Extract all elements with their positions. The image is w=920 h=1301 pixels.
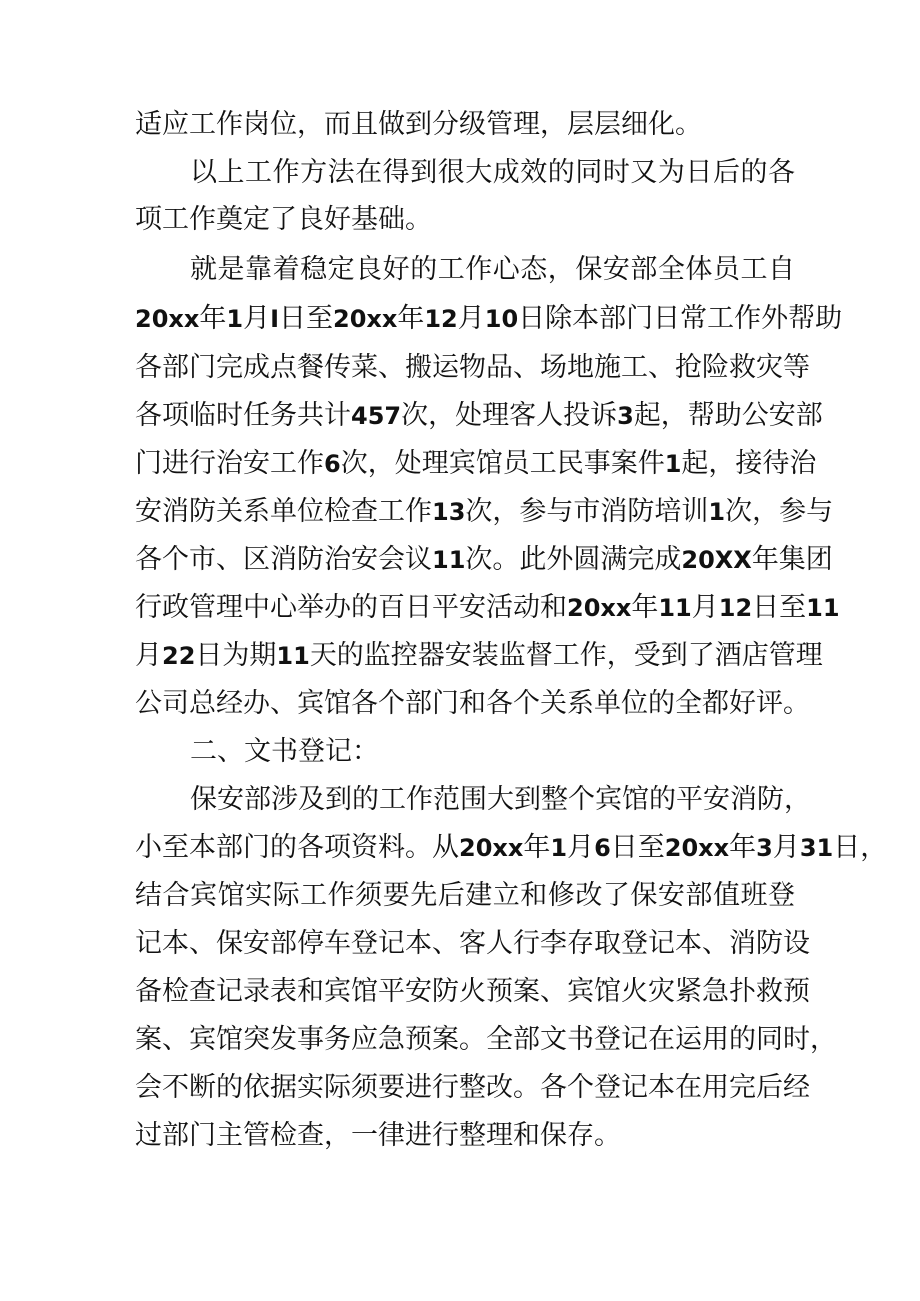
text-segment: 次。此外圆满完成 (465, 544, 682, 575)
text-segment: 适应工作岗位，而且做到分级管理，层层细化。 (135, 109, 702, 140)
text-segment: 次，处理客人投诉 (401, 400, 618, 431)
text-line (135, 344, 810, 392)
text-segment: 月 (243, 303, 271, 334)
text-line (135, 872, 795, 920)
numeric-text: 12 (718, 594, 753, 622)
text-line (135, 1112, 795, 1160)
text-segment: 年集团 (751, 544, 833, 575)
numeric-text: 20xx (567, 594, 632, 622)
text-segment: 日为期 (195, 640, 277, 671)
text-segment: 月 (567, 832, 595, 863)
numeric-text: 3 (617, 402, 634, 430)
text-line (190, 149, 795, 197)
text-segment: 年 (523, 832, 551, 863)
text-line (135, 632, 823, 680)
numeric-text: I (270, 305, 279, 333)
numeric-text: 11 (432, 546, 466, 574)
numeric-text: 1 (226, 305, 244, 333)
numeric-text: 11 (658, 594, 692, 622)
text-segment: 月 (691, 592, 719, 623)
text-segment: 各部门完成点餐传菜、搬运物品、场地施工、抢险救灾等 (135, 352, 810, 383)
numeric-text: 13 (432, 498, 466, 526)
numeric-text: 1 (708, 498, 726, 526)
text-segment: 次，参与市消防培训 (465, 496, 709, 527)
text-segment: 日至 (279, 303, 333, 334)
text-segment: 日至 (752, 592, 807, 623)
text-segment: 公司总经办、宾馆各个部门和各个关系单位的全都好评。 (135, 688, 810, 719)
numeric-text: 20xx (135, 305, 200, 333)
numeric-text: 11 (806, 594, 840, 622)
text-segment: 年 (631, 592, 659, 623)
text-segment: 二、文书登记： (190, 736, 379, 767)
text-line (135, 101, 795, 149)
text-segment: 日至 (610, 832, 665, 863)
text-line (135, 680, 810, 728)
text-segment: 年 (199, 303, 227, 334)
text-segment: 记本、保安部停车登记本、客人行李存取登记本、消防设 (135, 928, 810, 959)
numeric-text: 6 (324, 450, 341, 478)
text-segment: 项工作奠定了良好基础。 (135, 204, 432, 235)
text-segment: 行政管理中心举办的百日平安活动和 (135, 592, 567, 623)
text-line (135, 968, 810, 1016)
text-line (135, 536, 833, 584)
numeric-text: 20xx (333, 305, 398, 333)
text-line (135, 295, 843, 343)
numeric-text: 20XX (681, 546, 752, 574)
numeric-text: 10 (484, 305, 519, 333)
text-segment: 年 (729, 832, 757, 863)
text-segment: 结合宾馆实际工作须要先后建立和修改了保安部值班登 (135, 880, 795, 911)
text-line (135, 584, 840, 632)
text-segment: 次，处理宾馆员工民事案件 (340, 448, 665, 479)
numeric-text: 457 (351, 402, 402, 430)
text-line (135, 440, 817, 488)
text-line (135, 392, 823, 440)
section-heading (190, 728, 795, 776)
numeric-text: 3 (756, 834, 773, 862)
text-segment: 安消防关系单位检查工作 (135, 496, 432, 527)
text-segment: 会不断的依据实际须要进行整改。各个登记本在用完后经 (135, 1072, 810, 1103)
numeric-text: 12 (424, 305, 458, 333)
text-segment: 年 (397, 303, 425, 334)
text-segment: 月 (772, 832, 800, 863)
numeric-text: 20xx (664, 834, 730, 862)
numeric-text: 20xx (459, 834, 524, 862)
text-segment: 月 (135, 640, 162, 671)
text-line (135, 1064, 810, 1112)
text-line (135, 824, 888, 872)
text-segment: 案、宾馆突发事务应急预案。全部文书登记在运用的同时， (135, 1024, 837, 1055)
text-segment: 起，接待治 (681, 448, 817, 479)
text-segment: 备检查记录表和宾馆平安防火预案、宾馆火灾紧急扑救预 (135, 976, 810, 1007)
numeric-text: 1 (550, 834, 568, 862)
text-segment: 天的监控器安装监督工作，受到了酒店管理 (309, 640, 823, 671)
text-segment: 起，帮助公安部 (633, 400, 823, 431)
text-line (190, 246, 795, 294)
numeric-text: 22 (162, 642, 196, 670)
text-segment: 日除本部门日常工作外帮助 (518, 303, 843, 334)
text-segment: 各个市、区消防治安会议 (135, 544, 432, 575)
text-segment: 过部门主管检查，一律进行整理和保存。 (135, 1120, 621, 1151)
text-line (135, 920, 810, 968)
numeric-text: 6 (594, 834, 611, 862)
text-segment: 门进行治安工作 (135, 448, 324, 479)
numeric-text: 31 (799, 834, 834, 862)
text-segment: 次，参与 (725, 496, 834, 527)
text-segment: 以上工作方法在得到很大成效的同时又为日后的各 (190, 157, 795, 188)
text-segment: 各项临时任务共计 (135, 400, 351, 431)
text-segment: 月 (457, 303, 485, 334)
text-line (135, 488, 834, 536)
text-segment: 小至本部门的各项资料。从 (135, 832, 459, 863)
numeric-text: 11 (276, 642, 310, 670)
text-segment: 就是靠着稳定良好的工作心态，保安部全体员工自 (190, 254, 795, 285)
text-segment: 日， (833, 832, 888, 863)
text-line (190, 776, 811, 824)
text-segment: 保安部涉及到的工作范围大到整个宾馆的平安消防， (190, 784, 811, 815)
text-line (135, 1016, 837, 1064)
numeric-text: 1 (664, 450, 682, 478)
text-line (135, 196, 795, 244)
